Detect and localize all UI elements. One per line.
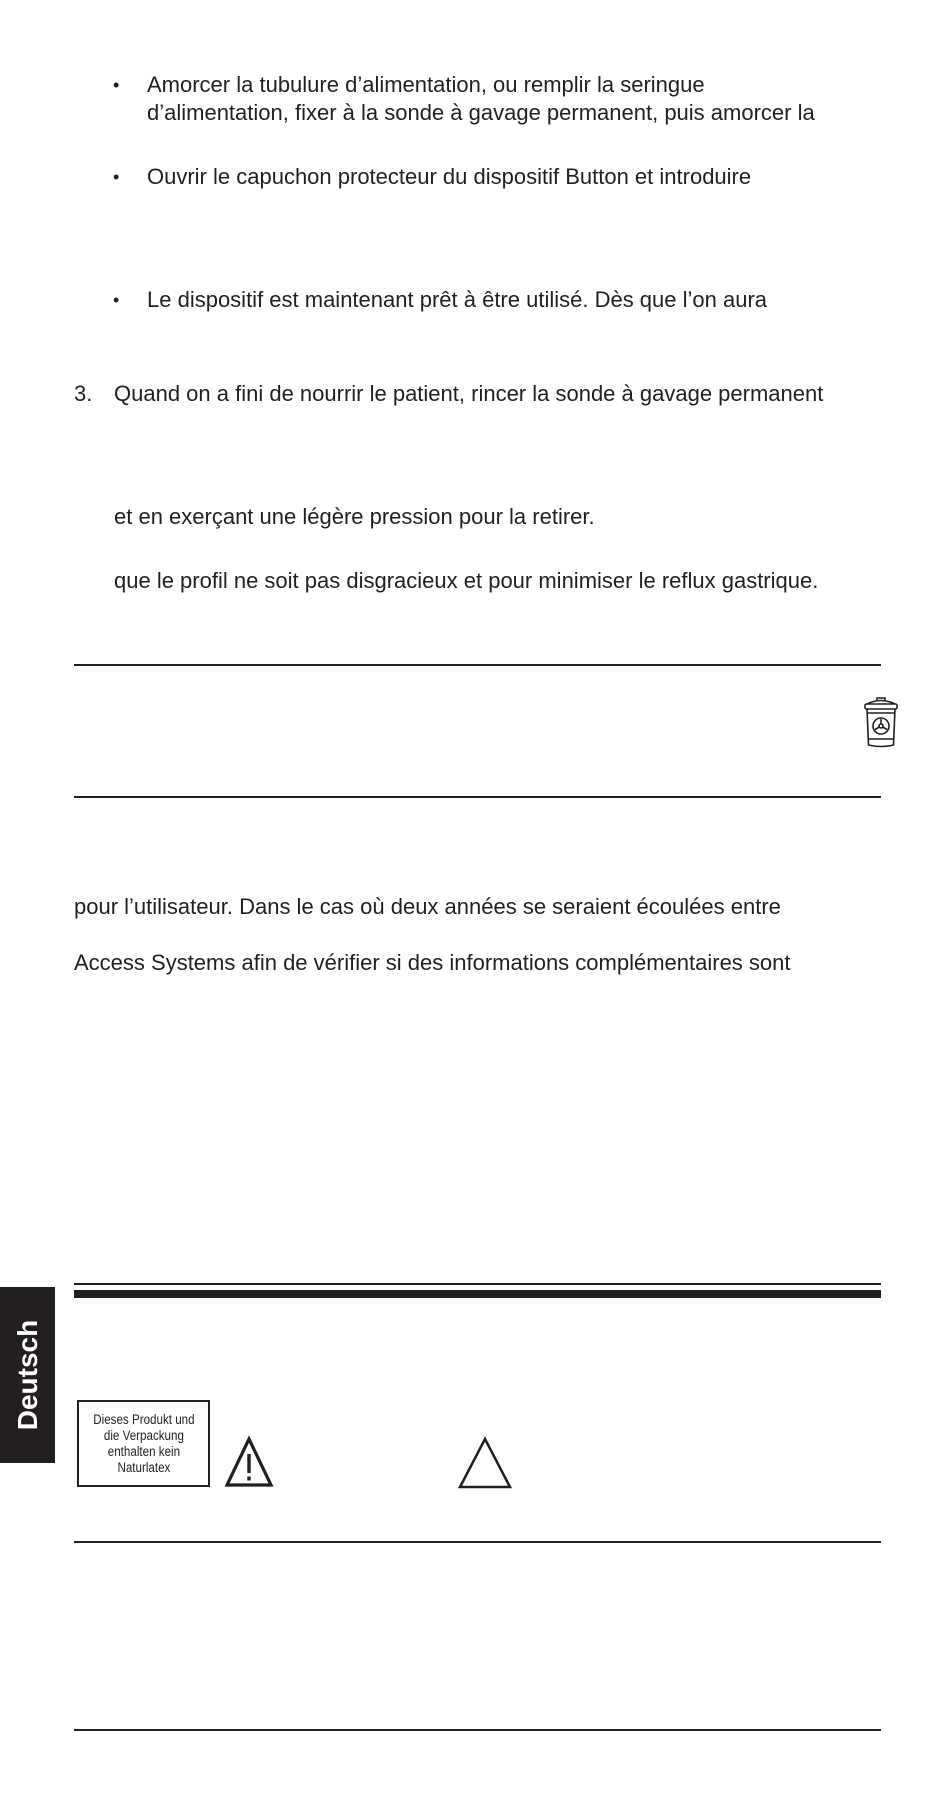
language-tab[interactable] [0,1287,55,1463]
latex-free-label-text: Dieses Produkt und die Verpackung enthalten kein Naturlatex [92,1411,195,1475]
latex-free-label [77,1400,210,1487]
warning-exclamation-icon [224,1436,274,1488]
section-rule-thick [74,1290,881,1298]
info-line-1: pour l’utilisateur. Dans le cas où deux années se seraient écoulées entre [74,894,781,919]
info-line-2: Access Systems afin de vérifier si des informations complémentaires sont [74,950,791,975]
bullet-marker: • [113,167,120,187]
bullet-3-line-1: Le dispositif est maintenant prêt à être utilisé. Dès que l’on aura [147,287,768,312]
step-number: 3. [74,381,93,406]
biohazard-bin-icon [861,695,901,749]
divider-rule [74,1729,881,1731]
language-tab-label: Deutsch [11,1319,43,1431]
continuation-line-1: et en exerçant une légère pression pour la retirer. [114,504,595,529]
bullet-marker: • [113,75,120,95]
bullet-marker: • [113,290,120,310]
divider-rule [74,796,881,798]
divider-rule [74,664,881,666]
section-rule-thin [74,1283,881,1285]
bullet-1-line-1: Amorcer la tubulure d’alimentation, ou remplir la seringue [147,72,705,97]
step-3-text: Quand on a fini de nourrir le patient, rincer la sonde à gavage permanent [114,381,824,406]
continuation-line-2: que le profil ne soit pas disgracieux et pour minimiser le reflux gastrique. [114,568,819,593]
bullet-1-line-2: d’alimentation, fixer à la sonde à gavage permanent, puis amorcer la [147,100,815,125]
divider-rule [74,1541,881,1543]
bullet-2-line-1: Ouvrir le capuchon protecteur du dispositif Button et introduire [147,164,752,189]
caution-triangle-icon [457,1436,513,1490]
